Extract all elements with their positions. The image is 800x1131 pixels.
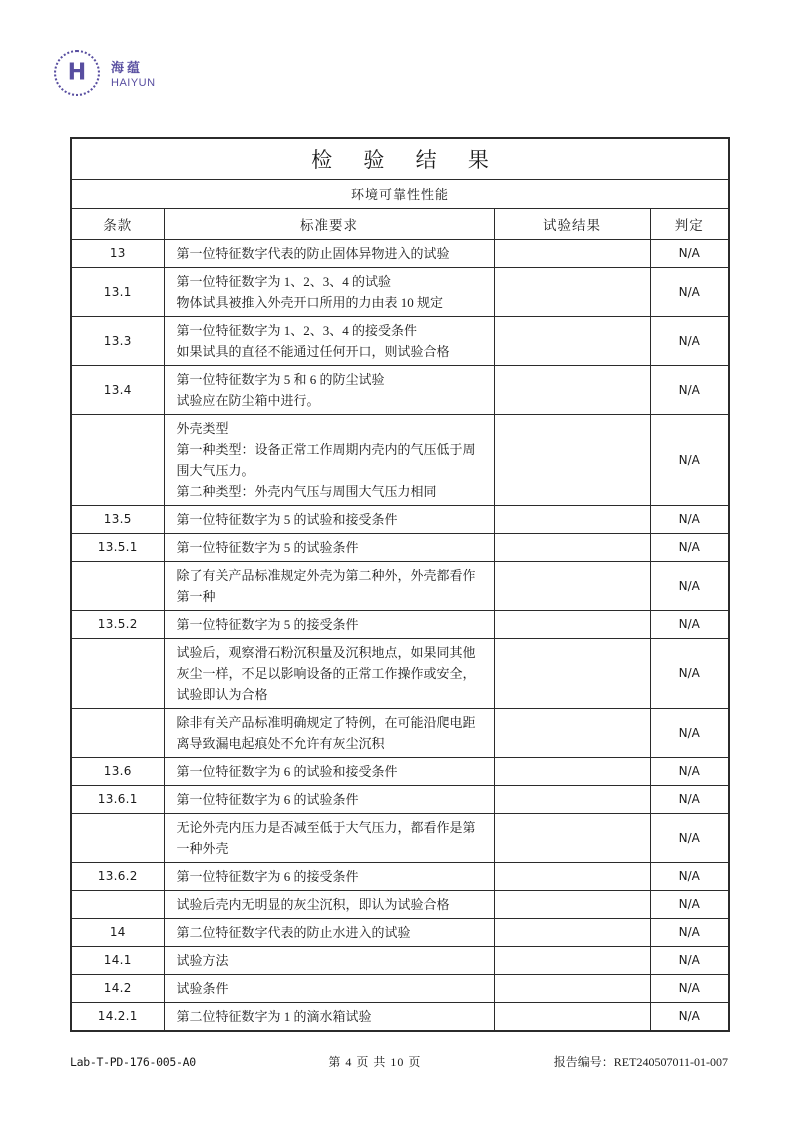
requirement-line: 第一位特征数字为 5 的试验和接受条件 (176, 511, 398, 527)
verdict-cell: N/A (650, 414, 729, 505)
requirement-line: 第一位特征数字为 5 的试验条件 (176, 539, 359, 555)
requirement-line: 第一位特征数字为 6 的接受条件 (176, 868, 359, 884)
clause-cell: 13.5.1 (71, 533, 164, 561)
requirement-cell (164, 239, 494, 267)
verdict-cell: N/A (650, 316, 729, 365)
requirement-cell (164, 316, 494, 365)
table-row (71, 1002, 729, 1031)
result-cell (494, 1002, 650, 1031)
clause-cell: 13.6.2 (71, 862, 164, 890)
table-row (71, 414, 729, 505)
requirement-line: 除了有关产品标准规定外壳为第二种外，外壳都看作第一种 (176, 567, 476, 604)
requirement-line: 试验应在防尘箱中进行。 (176, 392, 320, 408)
verdict-cell: N/A (650, 757, 729, 785)
column-header-result: 试验结果 (494, 208, 650, 239)
footer-report-number: 报告编号：RET240507011-01-007 (553, 1055, 728, 1069)
requirement-line: 试验后，观察滑石粉沉积量及沉积地点，如果同其他灰尘一样，不足以影响设备的正常工作操作或安全，试验即认为合格 (176, 644, 476, 702)
verdict-cell: N/A (650, 267, 729, 316)
verdict-cell: N/A (650, 365, 729, 414)
results-table (70, 137, 730, 1032)
verdict-cell: N/A (650, 638, 729, 708)
clause-cell (71, 414, 164, 505)
requirement-cell (164, 946, 494, 974)
footer-page-info: 第 4 页 共 10 页 (328, 1055, 422, 1069)
verdict-cell: N/A (650, 890, 729, 918)
verdict-cell: N/A (650, 946, 729, 974)
result-cell (494, 757, 650, 785)
table-row (71, 946, 729, 974)
table-row (71, 267, 729, 316)
verdict-cell: N/A (650, 1002, 729, 1031)
clause-cell: 13.5 (71, 505, 164, 533)
requirement-cell (164, 813, 494, 862)
table-row (71, 239, 729, 267)
table-row (71, 974, 729, 1002)
logo-monogram: H (67, 59, 87, 86)
requirement-cell (164, 918, 494, 946)
results-tbody (71, 239, 729, 1031)
footer (70, 1053, 728, 1070)
result-cell (494, 267, 650, 316)
result-cell (494, 561, 650, 610)
column-header-verdict: 判定 (650, 208, 729, 239)
table-row (71, 890, 729, 918)
clause-cell (71, 638, 164, 708)
requirement-cell (164, 862, 494, 890)
requirement-line: 试验后壳内无明显的灰尘沉积，即认为试验合格 (176, 896, 450, 912)
requirement-line: 试验方法 (176, 952, 229, 968)
requirement-cell (164, 890, 494, 918)
clause-cell (71, 708, 164, 757)
result-cell (494, 813, 650, 862)
title-row (71, 138, 729, 179)
result-cell (494, 505, 650, 533)
clause-cell: 13.6.1 (71, 785, 164, 813)
clause-cell: 13 (71, 239, 164, 267)
requirement-cell (164, 267, 494, 316)
section-subtitle: 环境可靠性性能 (71, 179, 729, 208)
result-cell (494, 638, 650, 708)
result-cell (494, 316, 650, 365)
logo-name-cn: 海蕴 (111, 60, 144, 75)
table-row (71, 365, 729, 414)
table-row (71, 862, 729, 890)
logo-text (111, 57, 156, 89)
requirement-line: 如果试具的直径不能通过任何开口，则试验合格 (176, 343, 450, 359)
table-row (71, 757, 729, 785)
requirement-line: 无论外壳内压力是否减至低于大气压力，都看作是第一种外壳 (176, 819, 476, 856)
footer-doc-code: Lab-T-PD-176-005-A0 (70, 1054, 196, 1069)
requirement-cell (164, 708, 494, 757)
clause-cell: 13.3 (71, 316, 164, 365)
requirement-cell (164, 638, 494, 708)
clause-cell (71, 813, 164, 862)
requirement-line: 试验条件 (176, 980, 229, 996)
logo-circle-icon (54, 50, 100, 96)
requirement-cell (164, 505, 494, 533)
result-cell (494, 239, 650, 267)
verdict-cell: N/A (650, 533, 729, 561)
result-cell (494, 533, 650, 561)
result-cell (494, 610, 650, 638)
requirement-line: 第二种类型：外壳内气压与周围大气压力相同 (176, 483, 437, 499)
result-cell (494, 785, 650, 813)
table-row (71, 813, 729, 862)
table-row (71, 708, 729, 757)
requirement-line: 除非有关产品标准明确规定了特例，在可能沿爬电距离导致漏电起痕处不允许有灰尘沉积 (176, 714, 476, 751)
table-row (71, 638, 729, 708)
result-cell (494, 974, 650, 1002)
table-row (71, 533, 729, 561)
requirement-cell (164, 1002, 494, 1031)
requirement-cell (164, 974, 494, 1002)
clause-cell: 13.1 (71, 267, 164, 316)
clause-cell: 14 (71, 918, 164, 946)
result-cell (494, 414, 650, 505)
clause-cell: 14.1 (71, 946, 164, 974)
verdict-cell: N/A (650, 610, 729, 638)
verdict-cell: N/A (650, 785, 729, 813)
verdict-cell: N/A (650, 862, 729, 890)
verdict-cell: N/A (650, 918, 729, 946)
verdict-cell: N/A (650, 239, 729, 267)
requirement-cell (164, 365, 494, 414)
requirement-line: 第一位特征数字为 6 的试验和接受条件 (176, 763, 398, 779)
requirement-cell (164, 785, 494, 813)
result-cell (494, 946, 650, 974)
requirement-line: 第二位特征数字代表的防止水进入的试验 (176, 924, 411, 940)
requirement-line: 第一位特征数字为 1、2、3、4 的试验 (176, 273, 392, 289)
subtitle-row (71, 179, 729, 208)
result-cell (494, 918, 650, 946)
column-header-clause: 条款 (71, 208, 164, 239)
requirement-cell (164, 561, 494, 610)
clause-cell: 13.5.2 (71, 610, 164, 638)
clause-cell (71, 890, 164, 918)
requirement-line: 第一种类型：设备正常工作周期内壳内的气压低于周围大气压力。 (176, 441, 476, 478)
logo (54, 50, 156, 96)
verdict-cell: N/A (650, 561, 729, 610)
requirement-line: 第一位特征数字为 5 的接受条件 (176, 616, 359, 632)
requirement-line: 外壳类型 (176, 420, 229, 436)
requirement-line: 第一位特征数字为 6 的试验条件 (176, 791, 359, 807)
clause-cell: 14.2.1 (71, 1002, 164, 1031)
clause-cell: 13.6 (71, 757, 164, 785)
result-cell (494, 708, 650, 757)
clause-cell: 13.4 (71, 365, 164, 414)
requirement-line: 第一位特征数字代表的防止固体异物进入的试验 (176, 245, 450, 261)
verdict-cell: N/A (650, 813, 729, 862)
result-cell (494, 862, 650, 890)
table-row (71, 918, 729, 946)
clause-cell (71, 561, 164, 610)
table-row (71, 505, 729, 533)
requirement-cell (164, 610, 494, 638)
table-row (71, 610, 729, 638)
requirement-line: 第一位特征数字为 5 和 6 的防尘试验 (176, 371, 385, 387)
logo-name-en: HAIYUN (111, 77, 156, 89)
requirement-cell (164, 414, 494, 505)
requirement-line: 物体试具被推入外壳开口所用的力由表 10 规定 (176, 294, 444, 310)
requirement-cell (164, 533, 494, 561)
table-row (71, 561, 729, 610)
verdict-cell: N/A (650, 505, 729, 533)
result-cell (494, 365, 650, 414)
verdict-cell: N/A (650, 708, 729, 757)
clause-cell: 14.2 (71, 974, 164, 1002)
result-cell (494, 890, 650, 918)
verdict-cell: N/A (650, 974, 729, 1002)
column-header-requirement: 标准要求 (164, 208, 494, 239)
requirement-line: 第一位特征数字为 1、2、3、4 的接受条件 (176, 322, 418, 338)
column-header-row (71, 208, 729, 239)
table-row (71, 316, 729, 365)
requirement-line: 第二位特征数字为 1 的滴水箱试验 (176, 1008, 372, 1024)
page-title: 检 验 结 果 (71, 138, 729, 179)
table-row (71, 785, 729, 813)
requirement-cell (164, 757, 494, 785)
